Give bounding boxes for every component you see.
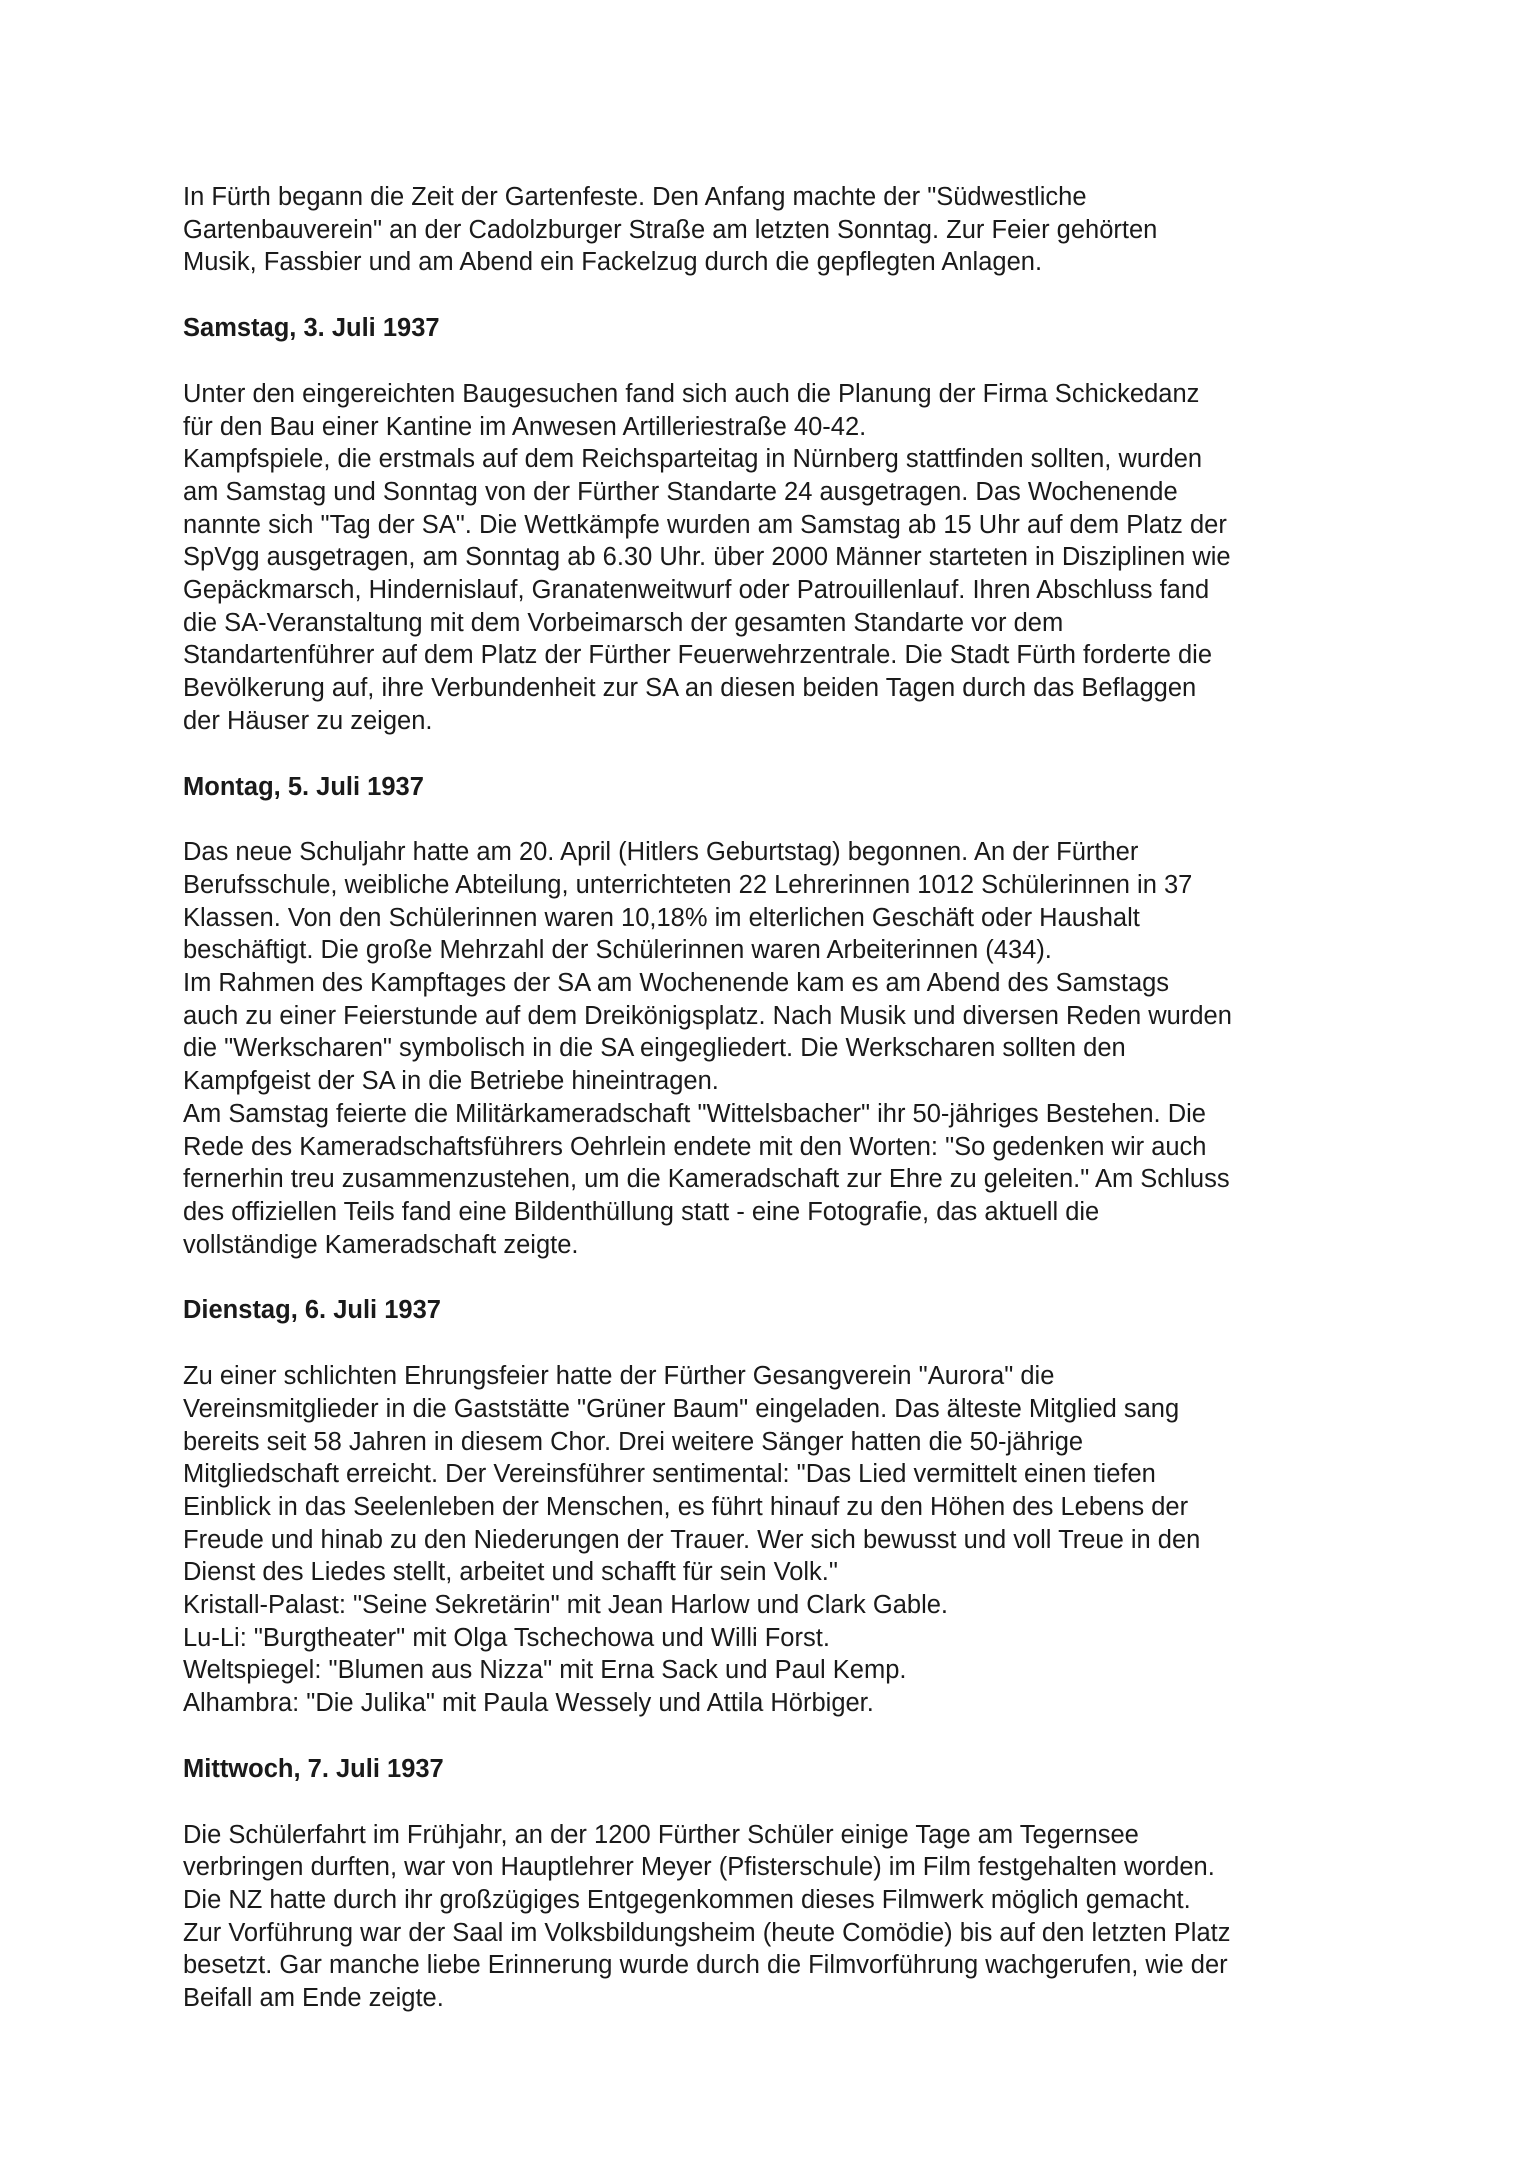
text-line: beschäftigt. Die große Mehrzahl der Schülerinnen waren Arbeiterinnen (434). [183, 936, 1052, 965]
text-line: Berufsschule, weibliche Abteilung, unterrichteten 22 Lehrerinnen 1012 Schülerinnen in 37 [183, 870, 1193, 899]
text-line: Dienst des Liedes stellt, arbeitet und schafft für sein Volk." [183, 1558, 838, 1587]
text-line: Weltspiegel: "Blumen aus Nizza" mit Erna Sack und Paul Kemp. [183, 1656, 907, 1685]
text-line: Musik, Fassbier und am Abend ein Fackelzug durch die gepflegten Anlagen. [183, 248, 1043, 277]
text-line: Vereinsmitglieder in die Gaststätte "Grüner Baum" eingeladen. Das älteste Mitglied sang [183, 1394, 1180, 1423]
text-line: Das neue Schuljahr hatte am 20. April (Hitlers Geburtstag) begonnen. An der Fürther [183, 838, 1139, 867]
section-heading: Mittwoch, 7. Juli 1937 [183, 1754, 444, 1783]
text-line: Beifall am Ende zeigte. [183, 1984, 444, 2013]
text-line: Mitgliedschaft erreicht. Der Vereinsführer sentimental: "Das Lied vermittelt einen tiefen [183, 1460, 1156, 1489]
text-line: des offiziellen Teils fand eine Bildenthüllung statt - eine Fotografie, das aktuell die [183, 1197, 1100, 1226]
text-line: SpVgg ausgetragen, am Sonntag ab 6.30 Uhr. über 2000 Männer starteten in Disziplinen wie [183, 543, 1231, 572]
text-line: Standartenführer auf dem Platz der Fürther Feuerwehrzentrale. Die Stadt Fürth forderte die [183, 641, 1213, 670]
text-line: Klassen. Von den Schülerinnen waren 10,18% im elterlichen Geschäft oder Haushalt [183, 903, 1140, 932]
text-line: besetzt. Gar manche liebe Erinnerung wurde durch die Filmvorführung wachgerufen, wie der [183, 1951, 1228, 1980]
section-heading: Dienstag, 6. Juli 1937 [183, 1296, 441, 1325]
text-line: Einblick in das Seelenleben der Menschen, es führt hinauf zu den Höhen des Lebens der [183, 1492, 1189, 1521]
section-montag-5-juli [183, 771, 1373, 1262]
text-line: Die Schülerfahrt im Frühjahr, an der 1200 Fürther Schüler einige Tage am Tegernsee [183, 1820, 1139, 1849]
text-line: Lu-Li: "Burgtheater" mit Olga Tschechowa und Willi Forst. [183, 1623, 830, 1652]
text-line: nannte sich "Tag der SA". Die Wettkämpfe wurden am Samstag ab 15 Uhr auf dem Platz der [183, 510, 1227, 539]
text-line: Rede des Kameradschaftsführers Oehrlein endete mit den Worten: "So gedenken wir auch [183, 1132, 1207, 1161]
section-body [183, 1360, 1373, 1720]
text-line: die "Werkscharen" symbolisch in die SA eingegliedert. Die Werkscharen sollten den [183, 1034, 1126, 1063]
text-line: Die NZ hatte durch ihr großzügiges Entgegenkommen dieses Filmwerk möglich gemacht. [183, 1885, 1191, 1914]
text-line: Zur Vorführung war der Saal im Volksbildungsheim (heute Comödie) bis auf den letzten Platz [183, 1918, 1231, 1947]
section-body [183, 836, 1373, 1261]
text-line: fernerhin treu zusammenzustehen, um die Kameradschaft zur Ehre zu geleiten." Am Schluss [183, 1165, 1230, 1194]
section-heading: Samstag, 3. Juli 1937 [183, 314, 440, 343]
text-line: Freude und hinab zu den Niederungen der Trauer. Wer sich bewusst und voll Treue in den [183, 1525, 1201, 1554]
section-heading: Montag, 5. Juli 1937 [183, 772, 424, 801]
text-line: Kampfspiele, die erstmals auf dem Reichsparteitag in Nürnberg stattfinden sollten, wurden [183, 445, 1203, 474]
text-line: Alhambra: "Die Julika" mit Paula Wessely und Attila Hörbiger. [183, 1689, 874, 1718]
text-line: Unter den eingereichten Baugesuchen fand sich auch die Planung der Firma Schickedanz [183, 379, 1200, 408]
text-line: Bevölkerung auf, ihre Verbundenheit zur SA an diesen beiden Tagen durch das Beflaggen [183, 674, 1197, 703]
text-line: verbringen durften, war von Hauptlehrer Meyer (Pfisterschule) im Film festgehalten worden. [183, 1853, 1215, 1882]
text-line: Zu einer schlichten Ehrungsfeier hatte der Fürther Gesangverein "Aurora" die [183, 1362, 1055, 1391]
section-mittwoch-7-juli [183, 1753, 1373, 2015]
section-dienstag-6-juli [183, 1294, 1373, 1719]
text-line: Gepäckmarsch, Hindernislauf, Granatenweitwurf oder Patrouillenlauf. Ihren Abschluss fand [183, 576, 1210, 605]
text-line: auch zu einer Feierstunde auf dem Dreikönigsplatz. Nach Musik und diversen Reden wurden [183, 1001, 1232, 1030]
intro-paragraph [183, 181, 1373, 279]
text-line: Am Samstag feierte die Militärkameradschaft "Wittelsbacher" ihr 50-jähriges Bestehen. Die [183, 1099, 1206, 1128]
text-line: der Häuser zu zeigen. [183, 706, 433, 735]
section-samstag-3-juli [183, 312, 1373, 737]
text-line: für den Bau einer Kantine im Anwesen Artilleriestraße 40-42. [183, 412, 867, 441]
section-body [183, 1819, 1373, 2015]
text-line: vollständige Kameradschaft zeigte. [183, 1230, 579, 1259]
section-body [183, 378, 1373, 738]
text-line: die SA-Veranstaltung mit dem Vorbeimarsch der gesamten Standarte vor dem [183, 608, 1064, 637]
text-line: In Fürth begann die Zeit der Gartenfeste. Den Anfang machte der "Südwestliche [183, 183, 1087, 211]
text-line: am Samstag und Sonntag von der Fürther Standarte 24 ausgetragen. Das Wochenende [183, 477, 1178, 506]
text-line: Kristall-Palast: "Seine Sekretärin" mit Jean Harlow und Clark Gable. [183, 1591, 948, 1620]
text-line: Im Rahmen des Kampftages der SA am Wochenende kam es am Abend des Samstags [183, 969, 1170, 998]
text-line: Gartenbauverein" an der Cadolzburger Straße am letzten Sonntag. Zur Feier gehörten [183, 215, 1158, 244]
document-page [183, 181, 1373, 2015]
text-line: Kampfgeist der SA in die Betriebe hineintragen. [183, 1067, 719, 1096]
text-line: bereits seit 58 Jahren in diesem Chor. Drei weitere Sänger hatten die 50-jährige [183, 1427, 1084, 1456]
